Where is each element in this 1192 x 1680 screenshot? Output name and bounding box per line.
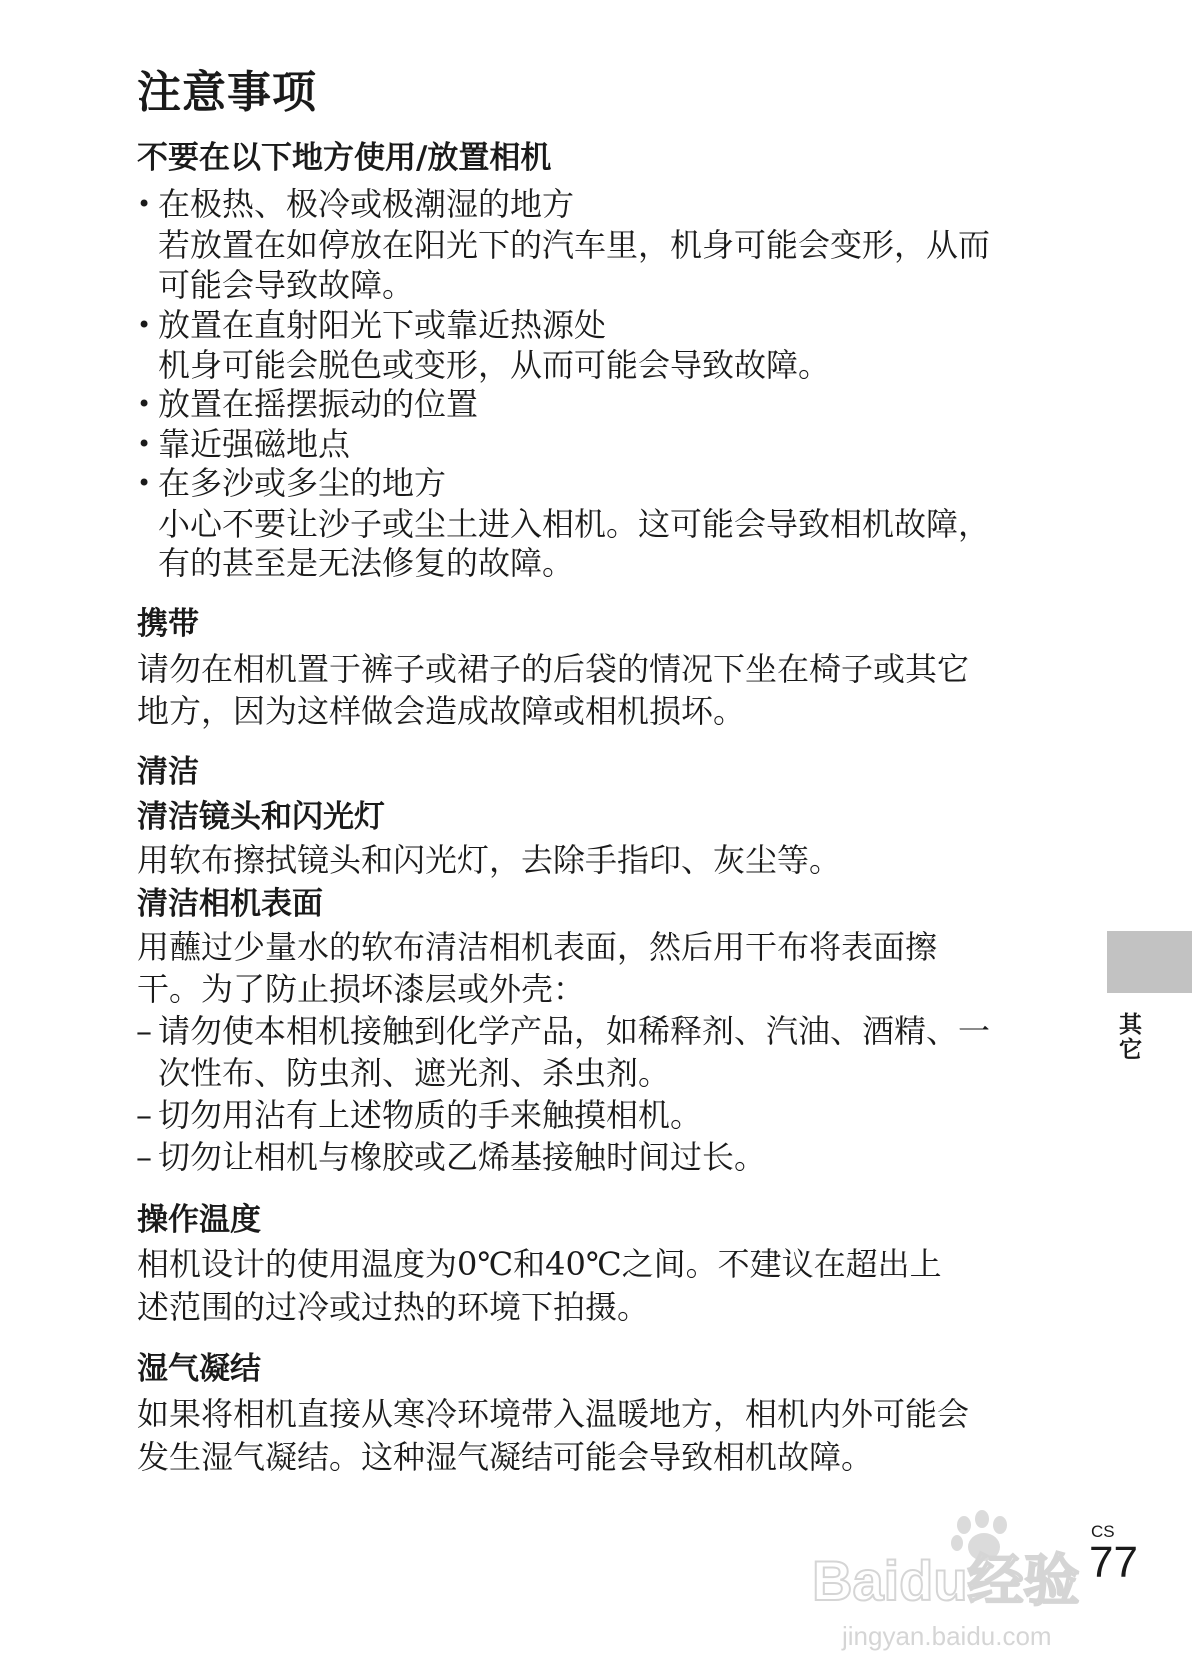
list-item-detail: 可能会导致故障。 (158, 266, 415, 304)
list-item: • 靠近强磁地点 (158, 423, 350, 465)
paragraph-line: 用软布擦拭镜头和闪光灯，去除手指印、灰尘等。 (137, 841, 842, 879)
side-index-label: 其它 (1115, 1012, 1141, 1062)
section-heading-temperature: 操作温度 (137, 1202, 261, 1238)
section-heading-cleaning: 清洁 (137, 754, 199, 790)
paragraph-line: 请勿在相机置于裤子或裙子的后袋的情况下坐在椅子或其它 (137, 650, 970, 688)
side-index-tab (1107, 931, 1192, 993)
paragraph-line: 如果将相机直接从寒冷环境带入温暖地方，相机内外可能会 (137, 1395, 970, 1433)
paragraph-line: 发生湿气凝结。这种湿气凝结可能会导致相机故障。 (137, 1438, 874, 1476)
list-item-detail: 若放置在如停放在阳光下的汽车里，机身可能会变形，从而 (158, 226, 991, 264)
page-number: 77 (1089, 1538, 1138, 1587)
dash-item: – 请勿使本相机接触到化学产品，如稀释剂、汽油、酒精、一 (158, 1010, 990, 1052)
paragraph-line: 述范围的过冷或过热的环境下拍摄。 (137, 1288, 650, 1326)
list-item-detail: 机身可能会脱色或变形，从而可能会导致故障。 (158, 346, 831, 384)
dash-item-detail: 次性布、防虫剂、遮光剂、杀虫剂。 (158, 1054, 671, 1092)
list-item: • 在极热、极冷或极潮湿的地方 (158, 183, 574, 225)
paragraph-line: 干。为了防止损坏漆层或外壳： (137, 970, 586, 1008)
baidu-watermark-logo (812, 1505, 1092, 1655)
watermark-brand: Baidu经验 (812, 1549, 1080, 1612)
section-heading-condensation: 湿气凝结 (137, 1351, 261, 1387)
subheading-camera-surface: 清洁相机表面 (137, 886, 323, 922)
list-item-detail: 小心不要让沙子或尘土进入相机。这可能会导致相机故障， (158, 505, 991, 543)
watermark-url: jingyan.baidu.com (842, 1621, 1052, 1651)
list-item: • 在多沙或多尘的地方 (158, 462, 446, 504)
section-heading-carrying: 携带 (137, 606, 199, 642)
page-title: 注意事项 (137, 67, 317, 118)
paragraph-line: 相机设计的使用温度为0℃和40℃之间。不建议在超出上 (137, 1245, 942, 1283)
paragraph-line: 地方，因为这样做会造成故障或相机损坏。 (137, 692, 746, 730)
language-code: CS (1091, 1522, 1115, 1541)
section-heading-placement: 不要在以下地方使用/放置相机 (137, 140, 552, 176)
dash-item: – 切勿让相机与橡胶或乙烯基接触时间过长。 (158, 1136, 766, 1178)
subheading-lens-flash: 清洁镜头和闪光灯 (137, 799, 385, 835)
list-item: • 放置在直射阳光下或靠近热源处 (158, 304, 606, 346)
dash-item: – 切勿用沾有上述物质的手来触摸相机。 (158, 1094, 702, 1136)
paragraph-line: 用蘸过少量水的软布清洁相机表面，然后用干布将表面擦 (137, 928, 938, 966)
list-item: • 放置在摇摆振动的位置 (158, 383, 478, 425)
list-item-detail: 有的甚至是无法修复的故障。 (158, 544, 575, 582)
